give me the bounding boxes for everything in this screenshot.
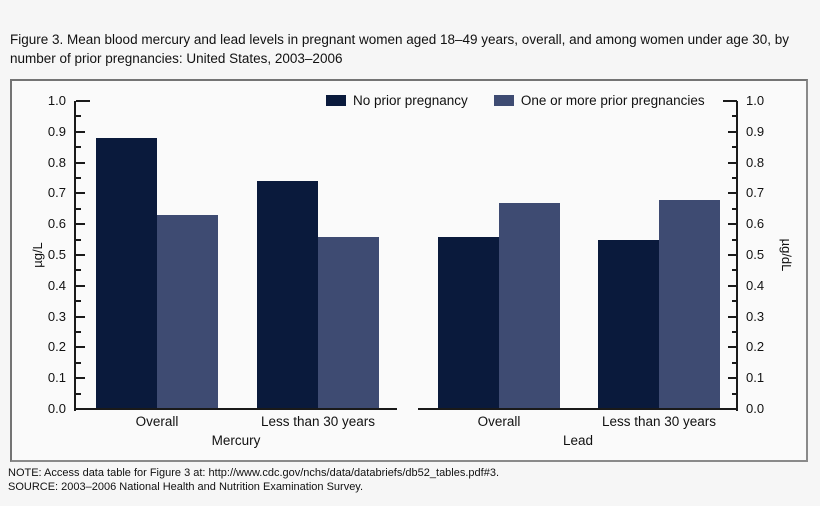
y-tick-label-right: 0.5 <box>746 247 765 262</box>
y-tick-label-left: 0.9 <box>47 124 66 139</box>
y-tick-right <box>732 393 737 395</box>
y-tick-right <box>728 162 737 164</box>
y-tick-label-left: 0.1 <box>47 370 66 385</box>
y-axis-title-right: µg/dL <box>779 238 794 272</box>
y-tick-left <box>76 269 81 271</box>
y-tick-right <box>732 362 737 364</box>
legend-item-no-prior <box>326 93 468 108</box>
legend-label-no-prior: No prior pregnancy <box>353 92 468 108</box>
y-tick-left <box>76 177 81 179</box>
y-tick-label-left: 0.3 <box>47 309 66 324</box>
bar-lead-overall-one-or-more-prior-pregnancies <box>499 203 560 409</box>
x-category-label-3: Less than 30 years <box>601 414 717 429</box>
legend-label-one-or-more: One or more prior pregnancies <box>520 92 705 108</box>
y-tick-label-right: 0.1 <box>746 370 765 385</box>
legend-item-one-or-more <box>494 93 705 108</box>
y-tick-label-right: 0.6 <box>746 216 765 231</box>
y-tick-right <box>732 239 737 241</box>
x-category-label-1: Less than 30 years <box>260 414 376 429</box>
x-category-label-0: Overall <box>135 414 179 429</box>
chart-legend <box>326 91 705 109</box>
y-tick-right <box>732 177 737 179</box>
bar-mercury-less-than-30-years-one-or-more-prior-pregnancies <box>318 237 379 409</box>
x-axis-mercury <box>75 408 397 410</box>
y-tick-left <box>76 377 85 379</box>
note-text: NOTE: Access data table for Figure 3 at: http://www.cdc.gov/nchs/data/databriefs/db52_tables.pdf#3. <box>8 467 499 479</box>
bar-mercury-overall-no-prior-pregnancy <box>96 138 157 409</box>
y-tick-label-left: 0.8 <box>47 155 66 170</box>
y-tick-right <box>728 346 737 348</box>
y-tick-right <box>732 208 737 210</box>
y-tick-label-left: 0.5 <box>47 247 66 262</box>
bar-mercury-less-than-30-years-no-prior-pregnancy <box>257 181 318 409</box>
y-tick-right <box>728 131 737 133</box>
y-tick-label-right: 0.2 <box>746 339 765 354</box>
y-tick-right <box>732 115 737 117</box>
figure-title: Figure 3. Mean blood mercury and lead levels in pregnant women aged 18–49 years, overall, and among women under age 30, by number of prior pregnancies: United States, 2003–2006 <box>10 32 789 67</box>
y-tick-left <box>76 223 85 225</box>
y-tick-right <box>728 285 737 287</box>
y-tick-left <box>76 362 81 364</box>
y-tick-label-left: 0.6 <box>47 216 66 231</box>
bar-mercury-overall-one-or-more-prior-pregnancies <box>157 215 218 409</box>
y-tick-left <box>76 316 85 318</box>
y-tick-left <box>76 208 81 210</box>
y-tick-left <box>76 115 81 117</box>
y-tick-left <box>76 300 81 302</box>
y-tick-label-left: 0.2 <box>47 339 66 354</box>
y-tick-left <box>76 254 85 256</box>
y-tick-right <box>728 192 737 194</box>
y-tick-label-right: 1.0 <box>746 93 765 108</box>
source-text: SOURCE: 2003–2006 National Health and Nutrition Examination Survey. <box>8 481 364 493</box>
y-tick-right <box>732 331 737 333</box>
y-tick-right <box>732 146 737 148</box>
x-group-label-mercury: Mercury <box>211 433 261 448</box>
legend-swatch-no-prior <box>326 95 346 106</box>
y-tick-label-left: 0.4 <box>47 278 66 293</box>
y-tick-right <box>728 377 737 379</box>
y-tick-left <box>76 131 85 133</box>
y-tick-right <box>728 316 737 318</box>
y-tick-right <box>723 100 737 102</box>
y-tick-label-left: 1.0 <box>47 93 66 108</box>
y-tick-label-left: 0.0 <box>47 401 66 416</box>
x-axis-lead <box>418 408 738 410</box>
y-tick-left <box>76 100 90 102</box>
y-tick-label-right: 0.3 <box>746 309 765 324</box>
bar-lead-less-than-30-years-one-or-more-prior-pregnancies <box>659 200 720 409</box>
y-tick-label-right: 0.8 <box>746 155 765 170</box>
bar-lead-overall-no-prior-pregnancy <box>438 237 499 409</box>
y-tick-label-left: 0.7 <box>47 185 66 200</box>
y-tick-left <box>76 239 81 241</box>
y-tick-right <box>732 300 737 302</box>
y-tick-right <box>732 269 737 271</box>
y-tick-label-right: 0.7 <box>746 185 765 200</box>
y-tick-left <box>76 146 81 148</box>
y-tick-label-right: 0.4 <box>746 278 765 293</box>
y-tick-label-right: 0.0 <box>746 401 765 416</box>
y-tick-left <box>76 346 85 348</box>
y-tick-left <box>76 192 85 194</box>
y-tick-label-right: 0.9 <box>746 124 765 139</box>
y-tick-right <box>728 254 737 256</box>
y-tick-left <box>76 285 85 287</box>
bar-lead-less-than-30-years-no-prior-pregnancy <box>598 240 659 409</box>
x-category-label-2: Overall <box>477 414 521 429</box>
y-tick-left <box>76 331 81 333</box>
y-tick-right <box>728 223 737 225</box>
x-group-label-lead: Lead <box>562 433 594 448</box>
y-tick-left <box>76 393 81 395</box>
legend-swatch-one-or-more <box>494 95 514 106</box>
y-tick-left <box>76 162 85 164</box>
y-axis-title-left: µg/L <box>30 242 45 268</box>
